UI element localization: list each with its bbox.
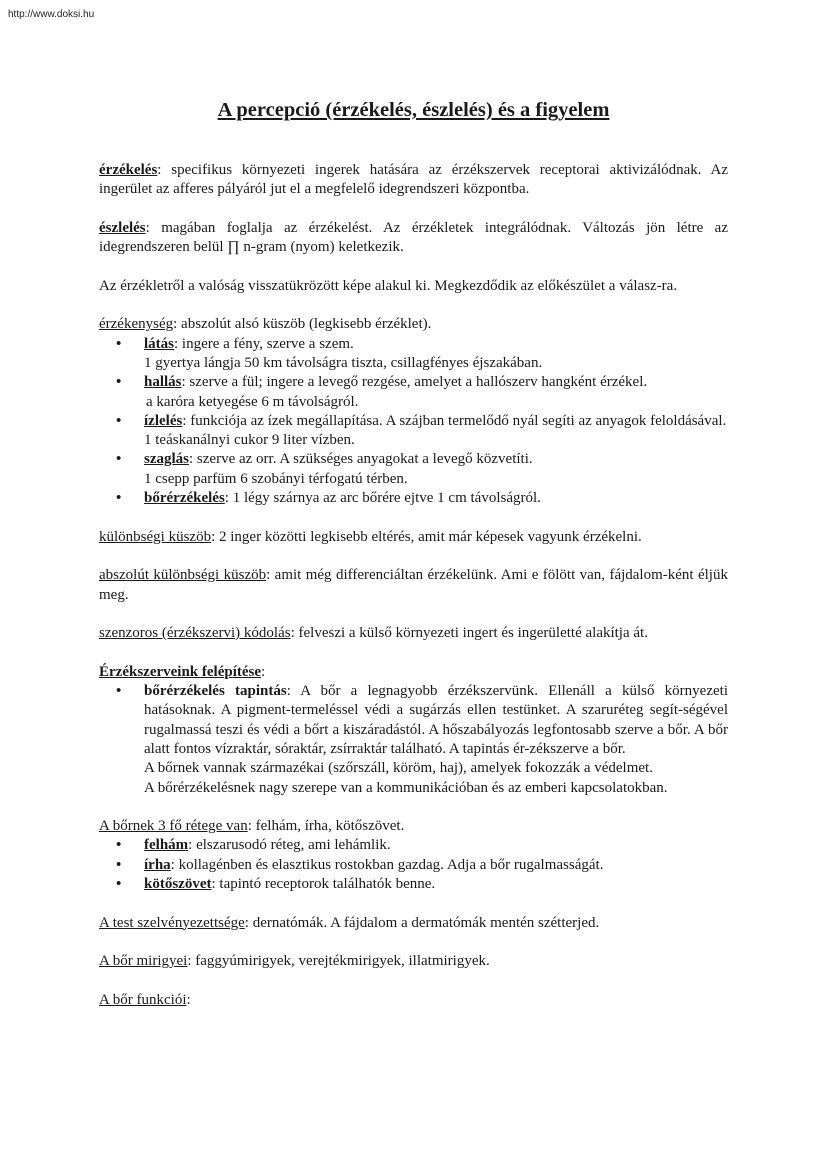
definition-eszleles: : magában foglalja az érzékelést. Az érzékletek integrálódnak. Változás jön létre az idegrendszeren belül ∏ n-gram (nyom) keletkezik. [99, 219, 728, 256]
bullet-icon: • [116, 374, 122, 391]
structure-text: : A bőr a legnagyobb érzékszervünk. Ellenáll a külső környezeti hatásoknak. A pigment-termeléssel védi a sugárzás ellen testünket. A szaruréteg segít-ségével rugalmassá teszi és védi a bőrt a kiszáradástól. A hőszabályozás legfontosabb szerve a bőr. A bőr alatt fontos vízraktár, sóraktár, zsírraktár található. A tapintás ér-zékszerve a bőr. [144, 683, 728, 757]
layer-text: : elszarusodó réteg, ami lehámlik. [188, 837, 391, 854]
sense-term: látás [144, 335, 174, 352]
list-item [99, 373, 728, 412]
sense-example: 1 csepp parfüm 6 szobányi térfogatú térben. [144, 470, 408, 487]
paragraph-mirigyek [99, 952, 728, 971]
list-item [99, 489, 728, 508]
term-felepites: Érzékszerveink felépítése [99, 663, 262, 680]
paragraph-kulonbsegi [99, 528, 728, 547]
sense-text: : ingere a fény, szerve a szem. [174, 335, 354, 352]
sense-example: a karóra ketyegése 6 m távolságról. [146, 393, 359, 410]
paragraph-szenzoros [99, 624, 728, 643]
layers-list [99, 836, 728, 894]
definition-retegek: : felhám, írha, kötőszövet. [247, 818, 405, 835]
senses-list [99, 335, 728, 509]
paragraph-szelveny [99, 914, 728, 933]
structure-term: bőrérzékelés tapintás [144, 683, 287, 700]
layer-term: felhám [144, 837, 189, 854]
term-eszleles: észlelés [99, 219, 146, 236]
document-body [99, 161, 728, 1029]
definition-szelveny: : dernatómák. A fájdalom a dermatómák mentén szétterjed. [244, 914, 600, 931]
sense-term: ízlelés [144, 412, 183, 429]
paragraph-eszleles [99, 219, 728, 258]
paragraph-erzekenyseg [99, 315, 728, 334]
sense-text: : funkciója az ízek megállapítása. A szájban termelődő nyál segíti az anyagok feloldásával. [182, 412, 727, 429]
bullet-icon: • [116, 412, 122, 429]
bullet-icon: • [116, 451, 122, 468]
list-item [99, 450, 728, 489]
definition-erzekeles: : specifikus környezeti ingerek hatására az érzékszervek receptorai aktivizálódnak. Az ingerület az afferes pályáról jut el a megfelelő idegrendszeri központba. [99, 162, 728, 198]
definition-abszolut-kulonbsegi: : amit még differenciáltan érzékelünk. Ami e fölött van, fájdalom-ként éljük meg. [99, 567, 728, 603]
paragraph-funkciok [99, 991, 728, 1010]
page-title: A percepció (érzékelés, észlelés) és a figyelem [217, 99, 610, 121]
definition-erzekenyseg: : abszolút alsó küszöb (legkisebb érzéklet). [173, 316, 432, 333]
structure-note: A bőrnek vannak származékai (szőrszáll, köröm, haj), amelyek fokozzák a védelmet. [144, 760, 653, 777]
paragraph-valosag: Az érzékletről a valóság visszatükrözött képe alakul ki. Megkezdődik az előkészület a válasz-ra. [99, 277, 678, 294]
layer-text: : kollagénben és elasztikus rostokban gazdag. Adja a bőr rugalmasságát. [170, 856, 604, 873]
bullet-icon: • [116, 683, 122, 700]
list-item [99, 856, 728, 875]
definition-mirigyek: : faggyúmirigyek, verejtékmirigyek, illatmirigyek. [187, 953, 490, 970]
sense-example: 1 gyertya lángja 50 km távolságra tiszta, csillagfényes éjszakában. [144, 354, 543, 371]
paragraph-felepites [99, 663, 728, 682]
sense-text: : szerve az orr. A szükséges anyagokat a levegő közvetíti. [189, 451, 533, 468]
structure-note: A bőrérzékelésnek nagy szerepe van a kommunikációban és az emberi kapcsolatokban. [144, 779, 668, 796]
term-erzekenyseg: érzékenység [99, 316, 174, 333]
list-item [99, 412, 728, 451]
list-item [99, 335, 728, 374]
bullet-icon: • [116, 856, 122, 873]
term-mirigyek: A bőr mirigyei [99, 953, 188, 970]
sense-term: hallás [144, 374, 182, 391]
definition-felepites: : [261, 663, 266, 680]
sense-term: szaglás [144, 451, 189, 468]
sense-text: : 1 légy szárnya az arc bőrére ejtve 1 cm távolságról. [224, 490, 541, 507]
layer-text: : tapintó receptorok találhatók benne. [211, 875, 436, 892]
term-retegek: A bőrnek 3 fő rétege van [99, 818, 248, 835]
paragraph-retegek [99, 817, 728, 836]
layer-term: írha [144, 856, 171, 873]
sense-term: bőrérzékelés [144, 490, 225, 507]
bullet-icon: • [116, 875, 122, 892]
term-funkciok: A bőr funkciói [99, 991, 187, 1008]
definition-funkciok: : [186, 991, 191, 1008]
term-szelveny: A test szelvényezettsége [99, 914, 245, 931]
bullet-icon: • [116, 837, 122, 854]
term-abszolut-kulonbsegi: abszolút különbségi küszöb [99, 567, 267, 584]
list-item [99, 875, 728, 894]
paragraph-abszolut-kulonbsegi [99, 566, 728, 605]
term-erzekeles: érzékelés [99, 162, 158, 178]
sense-example: 1 teáskanálnyi cukor 9 liter vízben. [144, 432, 355, 449]
bullet-icon: • [116, 490, 122, 507]
list-item [99, 682, 728, 798]
list-item [99, 836, 728, 855]
definition-kulonbsegi: : 2 inger közötti legkisebb eltérés, amit már képesek vagyunk érzékelni. [211, 528, 642, 545]
paragraph-erzekeles [99, 161, 728, 200]
term-szenzoros: szenzoros (érzékszervi) kódolás [99, 625, 291, 642]
structure-list [99, 682, 728, 798]
term-kulonbsegi: különbségi küszöb [99, 528, 212, 545]
source-url[interactable]: http://www.doksi.hu [8, 9, 95, 20]
sense-text: : szerve a fül; ingere a levegő rezgése, amelyet a hallószerv hangként érzékel. [181, 374, 648, 391]
layer-term: kötőszövet [144, 875, 212, 892]
definition-szenzoros: : felveszi a külső környezeti ingert és ingerületté alakítja át. [290, 625, 648, 642]
bullet-icon: • [116, 335, 122, 352]
